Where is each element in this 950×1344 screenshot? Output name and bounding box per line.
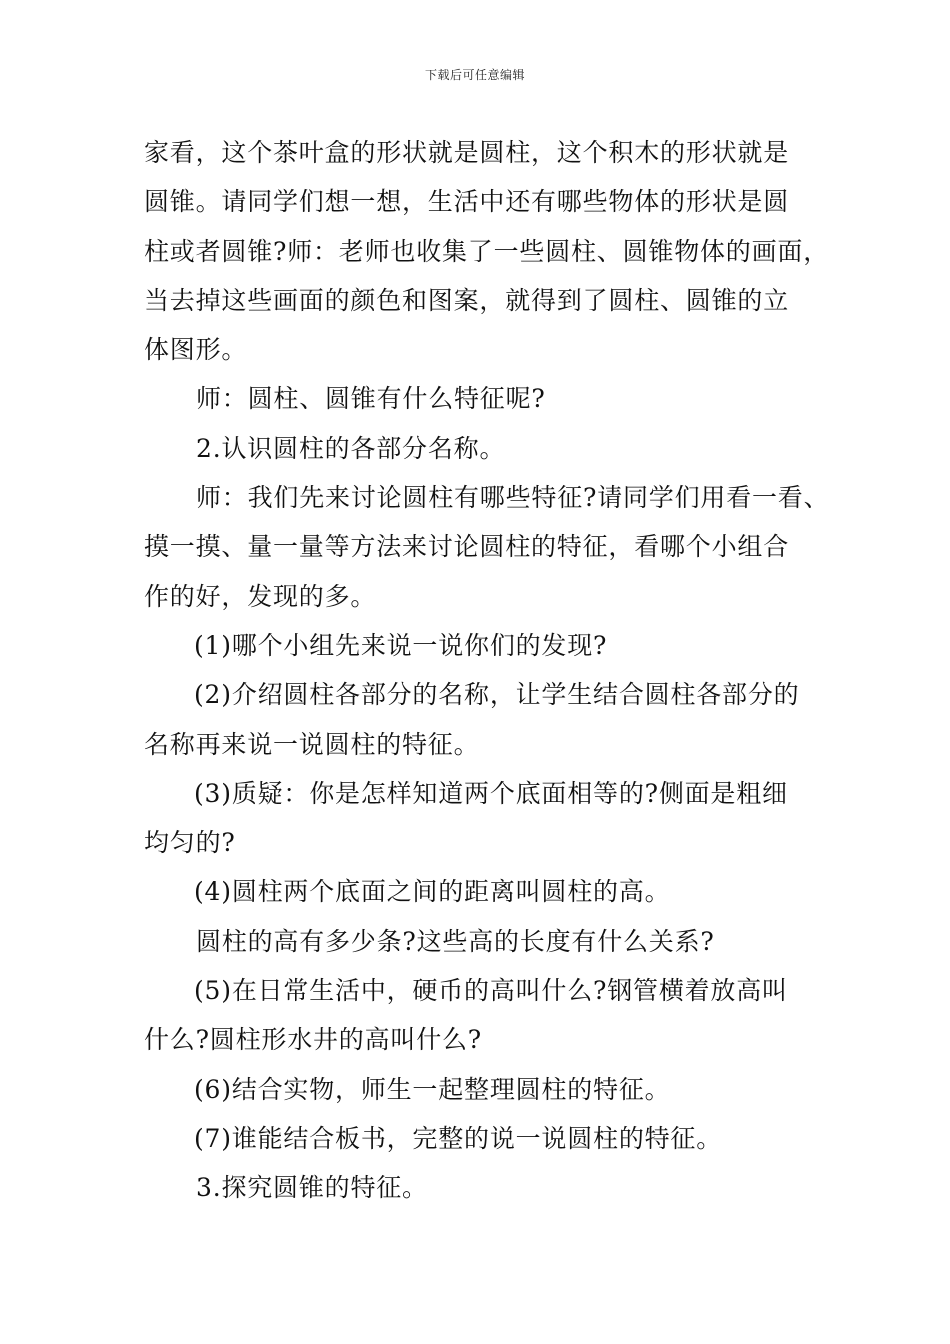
section-heading: 2.认识圆柱的各部分名称。	[196, 433, 506, 463]
list-item: (3)质疑：你是怎样知道两个底面相等的?侧面是粗细	[194, 778, 788, 808]
body-line: 什么?圆柱形水井的高叫什么?	[144, 1025, 483, 1055]
body-line: 作的好，发现的多。	[144, 581, 377, 611]
list-item: (1)哪个小组先来说一说你们的发现?	[194, 630, 608, 660]
body-line: 当去掉这些画面的颜色和图案，就得到了圆柱、圆锥的立	[144, 285, 790, 315]
body-line: 圆柱的高有多少条?这些高的长度有什么关系?	[196, 926, 715, 956]
body-line: 柱或者圆锥?师：老师也收集了一些圆柱、圆锥物体的画面，	[144, 236, 830, 266]
list-item: (7)谁能结合板书，完整的说一说圆柱的特征。	[194, 1123, 723, 1153]
document-body	[144, 128, 830, 1213]
body-line: 体图形。	[144, 335, 248, 365]
body-line: 名称再来说一说圆柱的特征。	[144, 729, 480, 759]
body-line: 圆锥。请同学们想一想，生活中还有哪些物体的形状是圆	[144, 187, 790, 217]
list-item: (5)在日常生活中，硬币的高叫什么?钢管横着放高叫	[194, 976, 788, 1006]
page-header: 下载后可任意编辑	[424, 68, 525, 82]
list-item: (2)介绍圆柱各部分的名称，让学生结合圆柱各部分的	[194, 680, 800, 710]
body-line: 摸一摸、量一量等方法来讨论圆柱的特征，看哪个小组合	[144, 532, 790, 562]
body-line: 师：我们先来讨论圆柱有哪些特征?请同学们用看一看、	[196, 483, 830, 513]
section-heading: 3.探究圆锥的特征。	[196, 1173, 428, 1203]
list-item: (4)圆柱两个底面之间的距离叫圆柱的高。	[194, 877, 671, 907]
body-line: 家看，这个茶叶盒的形状就是圆柱，这个积木的形状就是	[144, 138, 790, 167]
body-line: 均匀的?	[144, 828, 236, 858]
list-item: (6)结合实物，师生一起整理圆柱的特征。	[194, 1074, 671, 1104]
body-line: 师：圆柱、圆锥有什么特征呢?	[196, 384, 546, 414]
